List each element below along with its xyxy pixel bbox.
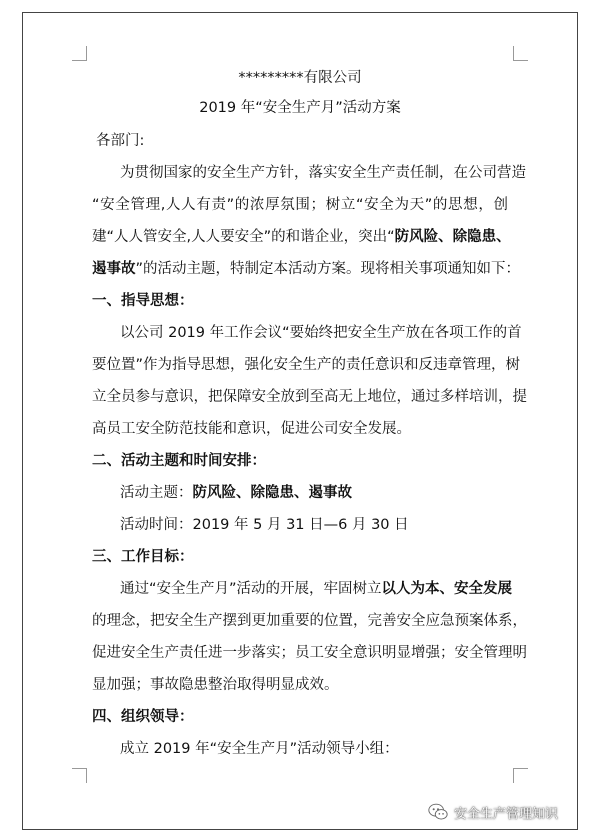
section-1-heading xyxy=(92,291,194,311)
section-2-heading xyxy=(92,451,266,471)
activity-time: 活动时间：2019 年 5 月 31 日—6 月 30 日 xyxy=(120,517,409,533)
section-1-line-2: 要位置”作为指导思想，强化安全生产的责任意识和反违章管理，树 xyxy=(92,357,521,373)
section-3-line-4: 显加强；事故隐患整治取得明显成效。 xyxy=(92,677,339,693)
watermark-text: 安全生产管理知识 xyxy=(454,806,559,822)
section-3-line-2: 的理念，把安全生产摆到更加重要的位置，完善安全应急预案体系， xyxy=(92,613,527,629)
section-1-line-3: 立全员参与意识，把保障安全放到至高无上地位，通过多样培训，提 xyxy=(92,389,527,405)
intro-line-2: “安全管理,人人有责”的浓厚氛围；树立“安全为天”的思想，创 xyxy=(92,197,508,213)
intro-line-4 xyxy=(92,259,520,279)
section-3-line-3: 促进安全生产责任进一步落实；员工安全意识明显增强；安全管理明 xyxy=(92,645,527,661)
activity-theme xyxy=(120,483,352,503)
source-watermark xyxy=(427,800,558,824)
section-1-line-1: 以公司 2019 年工作会议“要始终把安全生产放在各项工作的首 xyxy=(120,325,522,341)
intro-line-3 xyxy=(92,227,511,247)
company-name: *********有限公司 xyxy=(238,70,362,86)
document-title: 2019 年“安全生产月”活动方案 xyxy=(199,100,401,116)
intro-line-4-text: ”的活动主题，特制定本活动方案。现将相关事项通知如下： xyxy=(135,261,521,277)
intro-emphasis-1: 防风险、除隐患、 xyxy=(394,229,511,245)
margin-mark-bottom-left xyxy=(72,768,87,783)
intro-line-1: 为贯彻国家的安全生产方针，落实安全生产责任制，在公司营造 xyxy=(120,165,526,181)
intro-line-3-text: 建“人人管安全,人人要安全”的和谐企业，突出“ xyxy=(92,229,395,245)
section-4-heading-text: 四、组织领导： xyxy=(92,709,194,725)
section-3-heading xyxy=(92,547,194,567)
activity-theme-label: 活动主题： xyxy=(120,485,193,501)
section-3-heading-text: 三、工作目标： xyxy=(92,549,194,565)
section-3-line-1-text: 通过“安全生产月”活动的开展，牢固树立 xyxy=(120,581,382,597)
intro-emphasis-2: 遏事故 xyxy=(92,261,136,277)
wechat-icon xyxy=(427,801,449,823)
section-3-emphasis: 以人为本、安全发展 xyxy=(381,581,513,597)
section-1-line-4: 高员工安全防范技能和意识，促进公司安全发展。 xyxy=(92,421,411,437)
margin-mark-top-left xyxy=(72,46,87,61)
section-4-line-1: 成立 2019 年“安全生产月”活动领导小组： xyxy=(120,741,399,757)
activity-theme-value: 防风险、除隐患、遏事故 xyxy=(192,485,352,501)
salutation: 各部门: xyxy=(96,133,145,149)
margin-mark-top-right xyxy=(513,46,528,61)
section-4-heading xyxy=(92,707,194,727)
margin-mark-bottom-right xyxy=(513,768,528,783)
section-1-heading-text: 一、指导思想： xyxy=(92,293,194,309)
section-3-line-1 xyxy=(120,579,513,599)
section-2-heading-text: 二、活动主题和时间安排： xyxy=(92,453,266,469)
